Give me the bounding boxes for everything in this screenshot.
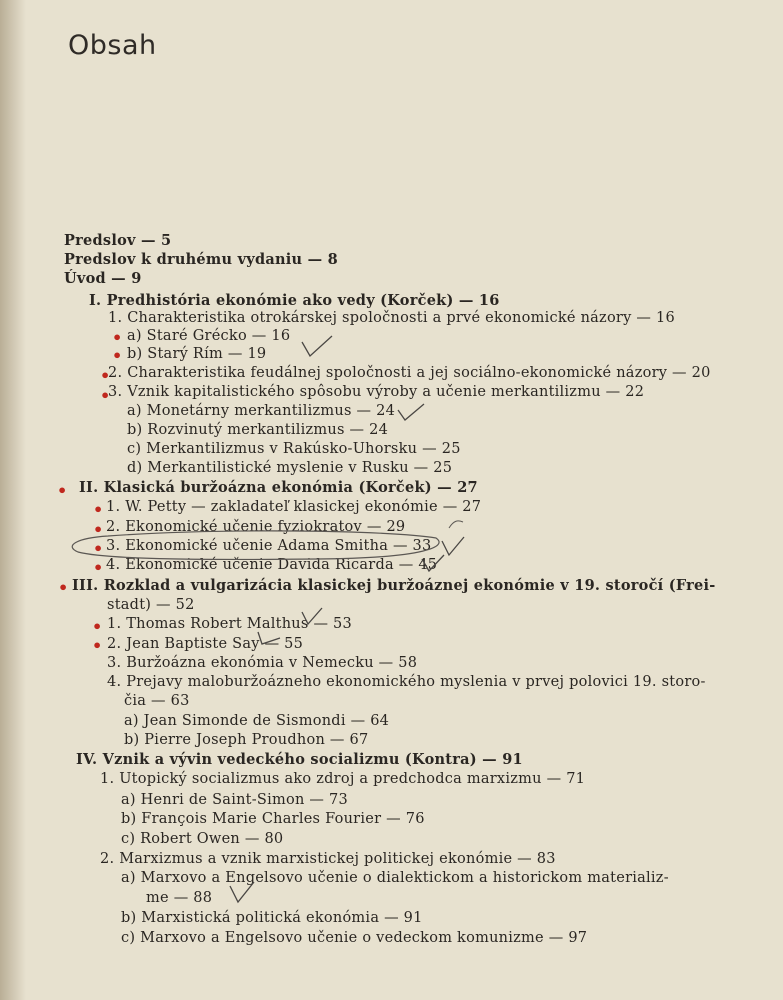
red-dot-marker: • [112, 328, 123, 347]
toc-entry: b) Rozvinutý merkantilizmus — 24 [127, 422, 389, 438]
toc-entry: 3. Buržoázna ekonómia v Nemecku — 58 [107, 655, 418, 671]
toc-entry: 1. W. Petty — zakladateľ klasickej ekonómie — 27 [106, 499, 482, 515]
toc-entry: 3. Ekonomické učenie Adama Smitha — 33 [106, 538, 432, 554]
toc-entry: Predslov — 5 [64, 232, 172, 249]
toc-entry: 2. Marxizmus a vznik marxistickej politickej ekonómie — 83 [100, 851, 556, 867]
red-dot-marker: • [92, 636, 103, 655]
toc-entry: 1. Charakteristika otrokárskej spoločnosti a prvé ekonomické názory — 16 [108, 310, 675, 326]
toc-entry: stadt) — 52 [107, 597, 195, 613]
pencil-stroke-annotation [448, 518, 464, 530]
toc-chapter: II. Klasická buržoázna ekonómia (Korček) — 27 [79, 479, 478, 496]
toc-entry: 1. Utopický socializmus ako zdroj a predchodca marxizmu — 71 [100, 771, 586, 787]
red-dot-marker: • [57, 481, 68, 500]
toc-entry: a) Henri de Saint-Simon — 73 [121, 792, 348, 808]
red-dot-marker: • [92, 617, 103, 636]
pencil-check-icon [300, 606, 324, 628]
toc-entry: Predslov k druhému vydaniu — 8 [64, 251, 339, 268]
pencil-check-icon [300, 334, 334, 360]
toc-entry: 2. Charakteristika feudálnej spoločnosti a jej sociálno-ekonomické názory — 20 [108, 365, 711, 381]
red-dot-marker: • [58, 578, 69, 597]
toc-entry: 2. Jean Baptiste Say — 55 [107, 636, 304, 652]
pencil-check-icon [396, 402, 426, 424]
toc-entry: a) Staré Grécko — 16 [127, 328, 291, 344]
red-dot-marker: • [93, 500, 104, 519]
toc-entry: b) Marxistická politická ekonómia — 91 [121, 910, 423, 926]
toc-chapter: IV. Vznik a vývin vedeckého socializmu (Kontra) — 91 [76, 751, 523, 768]
page-title: Obsah [68, 30, 157, 61]
toc-entry: 1. Thomas Robert Malthus — 53 [107, 616, 352, 632]
pencil-check-icon [228, 880, 256, 906]
toc-chapter: III. Rozklad a vulgarizácia klasickej buržoáznej ekonómie v 19. storočí (Frei- [72, 577, 716, 594]
toc-entry: a) Marxovo a Engelsovo učenie o dialektickom a historickom materializ- [121, 870, 669, 886]
toc-entry: 3. Vznik kapitalistického spôsobu výroby a učenie merkantilizmu — 22 [108, 384, 645, 400]
red-dot-marker: • [93, 539, 104, 558]
toc-entry: b) Pierre Joseph Proudhon — 67 [124, 732, 369, 748]
toc-entry: 4. Ekonomické učenie Davida Ricarda — 45 [106, 557, 438, 573]
toc-entry: Úvod — 9 [64, 270, 142, 287]
red-dot-marker: • [100, 386, 111, 405]
red-dot-marker: • [93, 558, 104, 577]
red-dot-marker: • [100, 366, 111, 385]
pencil-check-icon [256, 628, 282, 650]
toc-entry: 4. Prejavy maloburžoázneho ekonomického myslenia v prvej polovici 19. storo- [107, 674, 706, 690]
toc-entry: a) Jean Simonde de Sismondi — 64 [124, 713, 390, 729]
toc-entry: b) Starý Rím — 19 [127, 346, 267, 362]
red-dot-marker: • [93, 520, 104, 539]
red-dot-marker: • [112, 346, 123, 365]
toc-chapter: I. Predhistória ekonómie ako vedy (Korček) — 16 [89, 292, 500, 309]
toc-entry: d) Merkantilistické myslenie v Rusku — 25 [127, 460, 453, 476]
toc-entry: b) François Marie Charles Fourier — 76 [121, 811, 425, 827]
toc-entry: c) Merkantilizmus v Rakúsko-Uhorsku — 25 [127, 441, 461, 457]
toc-entry: čia — 63 [124, 693, 190, 709]
pencil-circle-annotation [68, 530, 448, 562]
toc-entry: c) Marxovo a Engelsovo učenie o vedeckom komunizme — 97 [121, 930, 588, 946]
toc-entry: 2. Ekonomické učenie fyziokratov — 29 [106, 519, 406, 535]
toc-entry: c) Robert Owen — 80 [121, 831, 284, 847]
pencil-check-icon [420, 553, 446, 575]
toc-entry: me — 88 [146, 890, 213, 906]
toc-entry: a) Monetárny merkantilizmus — 24 [127, 403, 396, 419]
